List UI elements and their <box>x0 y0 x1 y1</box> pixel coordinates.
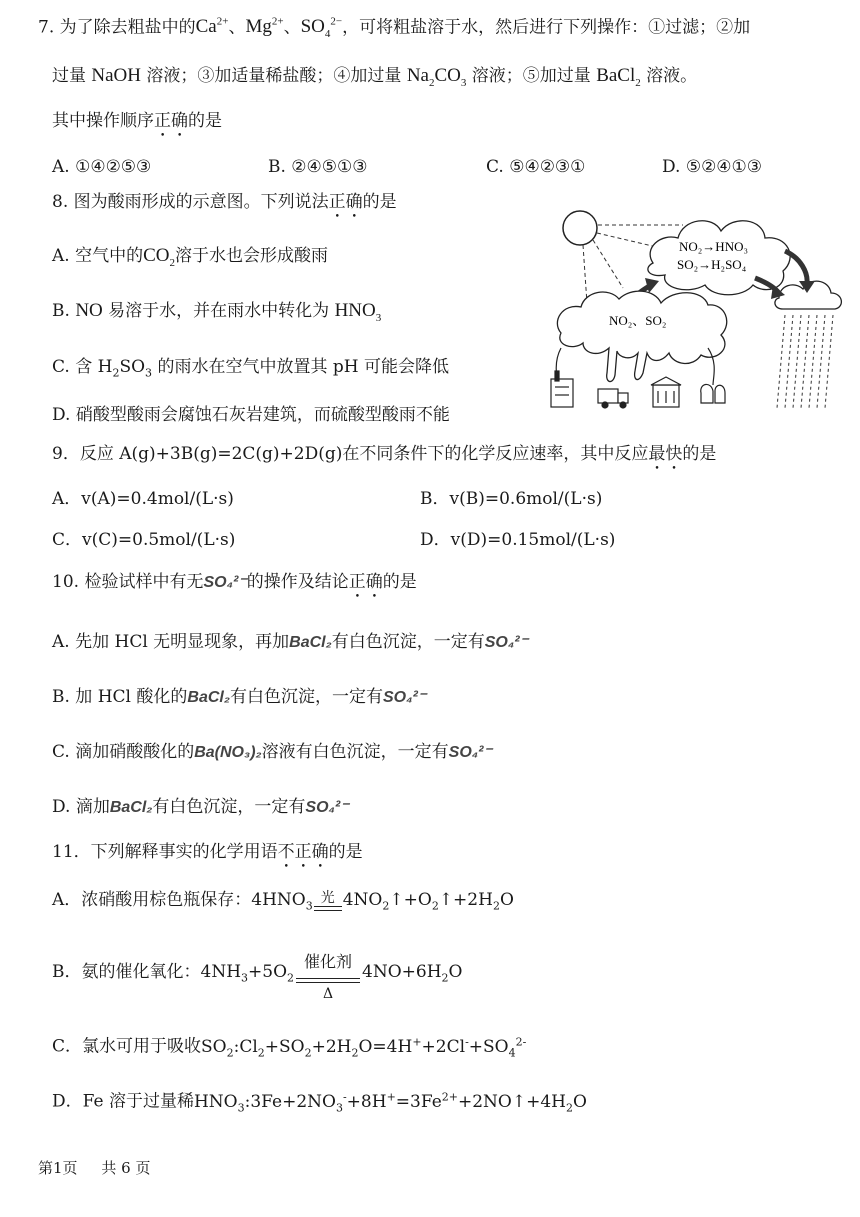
cloud-reaction-2: SO₂→H₂SO₄ <box>677 257 747 272</box>
sun-icon <box>563 211 597 245</box>
bacl2: BaCl₂ <box>187 689 230 706</box>
smoke-label: NO₂、SO₂ <box>609 313 667 328</box>
q7-line2 <box>52 64 697 95</box>
q8-option-d: D. 硝酸型酸雨会腐蚀石灰岩建筑，而硫酸型酸雨不能 <box>52 405 450 425</box>
building-icon <box>651 377 681 407</box>
q7-text: ，可将粗盐溶于水，然后进行下列操作：①过滤；②加 <box>342 17 751 38</box>
cloud-reaction-1: NO₂→HNO₃ <box>679 239 749 254</box>
condition-label: Δ <box>322 986 334 1002</box>
q9-option-a: A．v(A)=0.4mol/(L·s) <box>52 489 234 509</box>
ion-so4: $SO_4^{2-}$ <box>300 16 343 41</box>
q7-option-d: D. ⑤②④①③ <box>662 157 763 177</box>
q11-option-d: D．Fe 溶于过量稀$HNO_3:3Fe+2NO_3^-+8H^+=3Fe^{2+}+2NO↑+4H_2O$ <box>52 1090 587 1115</box>
q8-text: 的雨水在空气中放置其 pH 可能会降低 <box>157 357 449 377</box>
q8-text: A. 空气中的 <box>52 246 144 266</box>
h2so3: $H_2SO_3$ <box>97 357 153 380</box>
stone-icon <box>701 384 725 403</box>
q11-text: 11．下列解释事实的化学用语 <box>52 842 278 862</box>
emphasis-text: 正确 <box>154 111 188 131</box>
q8-text: 溶于水也会形成酸雨 <box>175 246 328 266</box>
reaction-condition-light <box>314 890 342 911</box>
co2: $CO_2$ <box>143 245 175 269</box>
q7-text: 溶液。 <box>646 66 698 86</box>
q11-option-a: A．浓硝酸用棕色瓶保存：$4HNO_3$ 光 $4NO_2↑+O_2↑+2H_2O$ <box>52 890 514 913</box>
factory-icon <box>551 371 573 407</box>
q8-text: 易溶于水，并在雨水中转化为 <box>108 301 330 321</box>
q10-text: 溶液有白色沉淀，一定有 <box>261 742 449 762</box>
q11-text: 的是 <box>328 842 363 862</box>
q8-stem <box>52 190 397 222</box>
q10-option-c <box>52 740 492 765</box>
bacl2: BaCl$_2$ <box>596 65 641 89</box>
q10-text: C. 滴加硝酸酸化的 <box>52 742 195 762</box>
q8-text: 的是 <box>362 192 397 212</box>
bacl2: BaCl₂ <box>289 634 332 651</box>
q10-option-b <box>52 685 426 710</box>
q9-text: 的是 <box>682 444 717 464</box>
q11-option-b: B．氨的催化氧化：$4NH_3+5O_2$ 催化剂 Δ $4NO+6H_2O$ <box>52 952 463 1002</box>
q8-option-a <box>52 244 328 275</box>
q11-stem <box>52 840 363 872</box>
q9-stem <box>52 442 716 474</box>
so4-ion: SO₄²⁻ <box>203 574 247 591</box>
ion-ca: $Ca^{2+}$ <box>195 16 229 38</box>
q10-text: 有白色沉淀，一定有 <box>229 687 383 707</box>
naoh: NaOH <box>91 65 142 86</box>
q7-option-a: A. ①④②⑤③ <box>52 157 152 177</box>
q10-text: 10. 检验试样中有无 <box>52 572 204 592</box>
q11-text: C．氯水可用于吸收 <box>52 1036 202 1057</box>
so4-ion: SO₄²⁻ <box>305 799 349 816</box>
q10-option-d <box>52 795 349 820</box>
q7-text: 溶液；③加适量稀盐酸；④加过量 <box>146 66 402 86</box>
q8-option-b <box>52 299 381 330</box>
emphasis-text: 最快 <box>648 444 683 464</box>
q10-text: A. 先加 HCl 无明显现象，再加 <box>52 632 290 652</box>
q10-stem <box>52 570 417 602</box>
arrowhead <box>645 278 659 293</box>
no: NO <box>75 300 103 321</box>
bacl2: BaCl₂ <box>109 799 153 816</box>
q8-text: B. <box>52 301 76 321</box>
q7-option-c: C. ⑤④②③① <box>486 157 586 177</box>
q10-text: 的操作及结论 <box>246 572 349 592</box>
q10-text: B. 加 HCl 酸化的 <box>52 687 188 707</box>
q8-text: C. 含 <box>52 357 93 377</box>
q8-text: 8. 图为酸雨形成的示意图。下列说法 <box>52 192 329 212</box>
emphasis-text: 正确 <box>328 192 363 212</box>
reaction-condition-catalyst <box>296 952 360 1002</box>
q7-line1: 7. 为了除去粗盐中的$Ca^{2+}$、$Mg^{2+}$、$SO_4^{2-}$，可将粗盐溶于水，然后进行下列操作：①过滤；②加 <box>38 16 751 41</box>
so4-ion: SO₄²⁻ <box>448 744 492 761</box>
q11-option-c: C．氯水可用于吸收$SO_2:Cl_2+SO_2+2H_2O=4H^++2Cl^-+SO_4^{2-}$ <box>52 1035 527 1060</box>
q10-text: D. 滴加 <box>52 797 110 817</box>
q11-text: D．Fe 溶于过量稀 <box>52 1091 194 1112</box>
q10-text: 的是 <box>382 572 417 592</box>
q7-text: 的是 <box>188 111 222 131</box>
q8-option-c <box>52 355 449 385</box>
q7-text: 其中操作顺序 <box>52 111 154 131</box>
hno3: $HNO_3$ <box>334 300 382 324</box>
acid-rain-diagram <box>543 203 848 413</box>
q9-option-b: B．v(B)=0.6mol/(L·s) <box>420 489 603 509</box>
q7-text: 7. 为了除去粗盐中的 <box>38 17 196 38</box>
so4-ion: SO₄²⁻ <box>484 634 529 651</box>
smoke-cloud <box>557 291 726 381</box>
page-number: 第1页 <box>38 1159 78 1177</box>
q11-text: A．浓硝酸用棕色瓶保存： <box>52 890 252 910</box>
q7-text: 溶液；⑤加过量 <box>471 66 591 86</box>
emphasis-text: 正确 <box>348 572 383 592</box>
rain-drops <box>777 315 833 408</box>
q10-option-a <box>52 630 528 655</box>
q10-text: 有白色沉淀，一定有 <box>152 797 306 817</box>
page-footer <box>38 1157 150 1178</box>
bano3: Ba(NO₃)₂ <box>194 744 262 761</box>
emphasis-text: 不正确 <box>277 842 329 862</box>
q9-option-c: C．v(C)=0.5mol/(L·s) <box>52 530 236 550</box>
condition-label: 光 <box>320 890 335 906</box>
q9-text: 9．反应 A(g)+3B(g)=2C(g)+2D(g)在不同条件下的化学反应速率，其中反应 <box>52 444 649 464</box>
truck-icon <box>598 389 628 408</box>
q11-text: B．氨的催化氧化： <box>52 962 201 982</box>
so4-ion: SO₄²⁻ <box>382 689 427 706</box>
q10-text: 有白色沉淀，一定有 <box>331 632 485 652</box>
q7-line3 <box>52 109 222 141</box>
q7-option-b: B. ②④⑤①③ <box>268 157 368 177</box>
q9-option-d: D．v(D)=0.15mol/(L·s) <box>420 530 616 550</box>
condition-label: 催化剂 <box>304 952 353 971</box>
ion-mg: $Mg^{2+}$ <box>245 16 284 38</box>
page-total: 共 6 页 <box>101 1159 151 1177</box>
na2co3: $Na_2CO_3$ <box>406 65 467 89</box>
q7-text: 过量 <box>52 66 86 86</box>
